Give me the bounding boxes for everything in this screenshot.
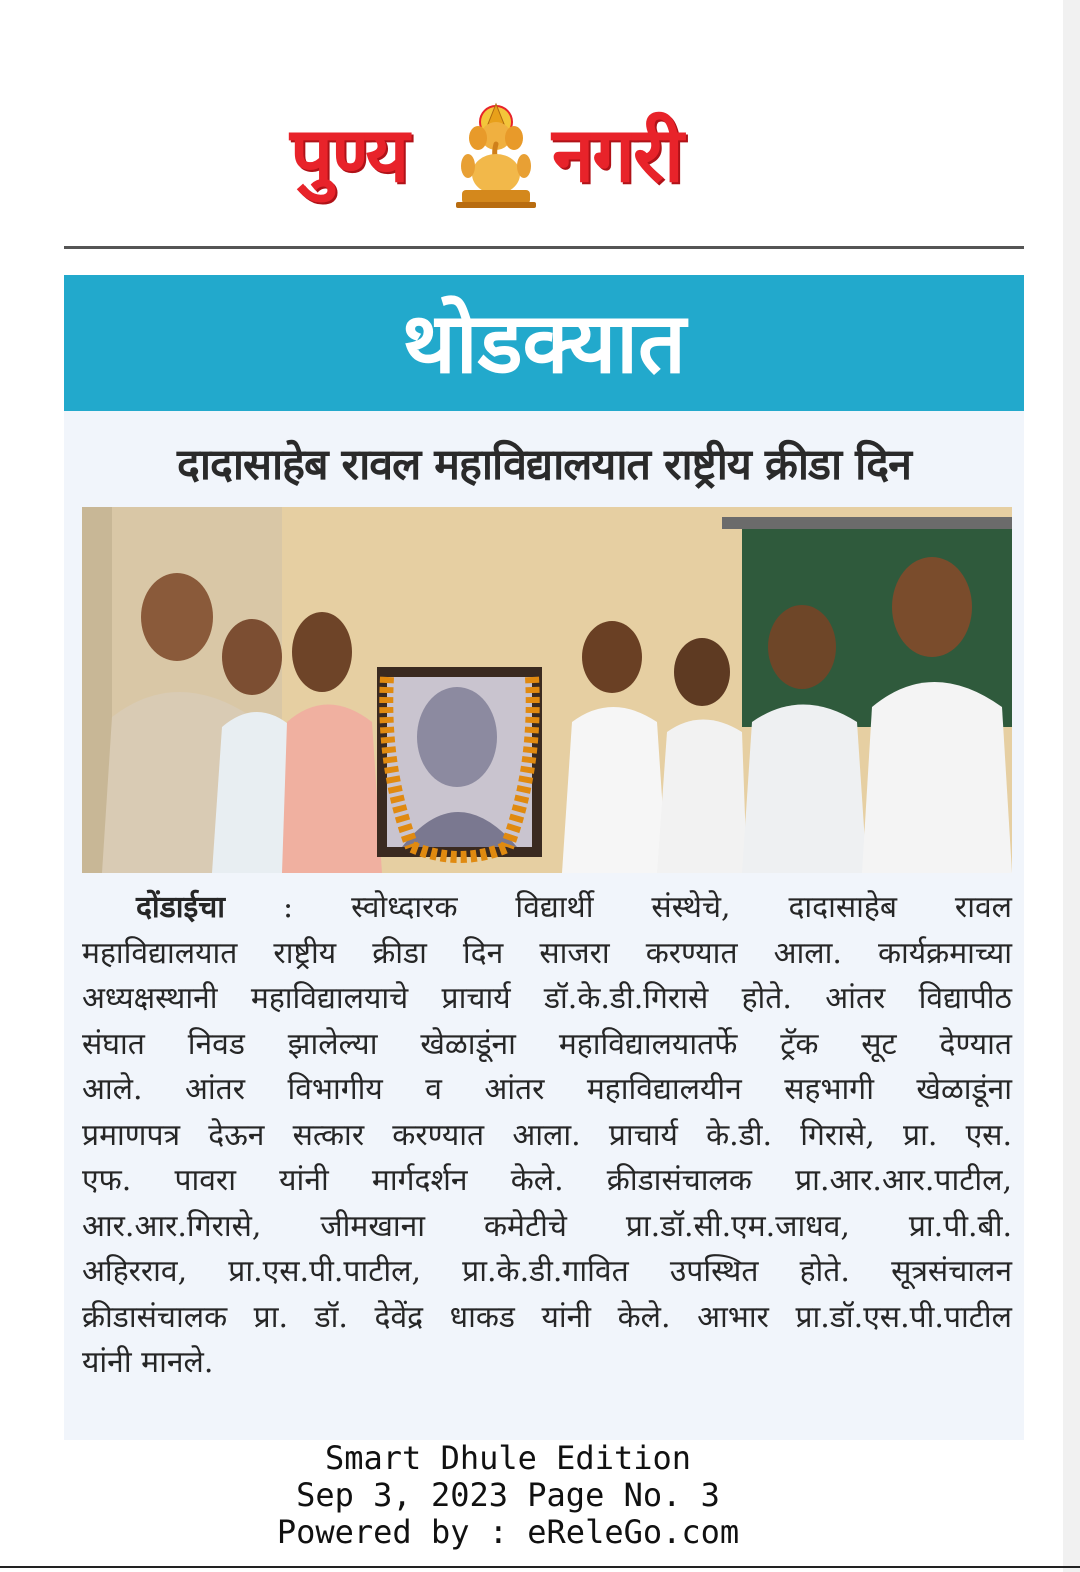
body-line: प्रमाणपत्र देऊन सत्कार करण्यात आला. प्राचार्य के.डी. गिरासे, प्रा. एस. [82, 1117, 1012, 1153]
body-line: यांनी मानले. [82, 1345, 214, 1380]
section-banner [64, 275, 1024, 411]
ganesha-icon [448, 100, 544, 210]
body-line: आले. आंतर विभागीय व आंतर महाविद्यालयीन सहभागी खेळाडूंना [82, 1072, 1012, 1107]
bottom-rule [0, 1566, 1080, 1568]
powered-by-link[interactable]: Powered by : eReleGo.com [276, 1513, 740, 1551]
article-headline: दादासाहेब रावल महाविद्यालयात राष्ट्रीय क्रीडा दिन [177, 440, 911, 490]
body-line: एफ. पावरा यांनी मार्गदर्शन केले. क्रीडासंचालक प्रा.आर.आर.पाटील, [82, 1163, 1012, 1198]
edition-name: Smart Dhule Edition [324, 1439, 692, 1477]
article-clipping [64, 275, 1024, 1440]
body-line: अध्यक्षस्थानी महाविद्यालयाचे प्राचार्य डॉ.के.डी.गिरासे होते. आंतर विद्यापीठ [82, 981, 1012, 1016]
section-banner-title: थोडक्यात [402, 294, 686, 392]
masthead-rule [64, 246, 1024, 249]
masthead-word-left: पुण्य [290, 110, 408, 199]
group-photo [82, 507, 1012, 873]
edition-date-page: Sep 3, 2023 Page No. 3 [296, 1476, 720, 1514]
body-line: अहिरराव, प्रा.एस.पी.पाटील, प्रा.के.डी.गावित उपस्थित होते. सूत्रसंचालन [82, 1254, 1012, 1289]
body-line: महाविद्यालयात राष्ट्रीय क्रीडा दिन साजरा करण्यात आला. कार्यक्रमाच्या [82, 935, 1012, 971]
dateline: दोंडाईचा [136, 890, 226, 925]
body-line: क्रीडासंचालक प्रा. डॉ. देवेंद्र धाकड यांनी केले. आभार प्रा.डॉ.एस.पी.पाटील [82, 1299, 1012, 1335]
edition-footer [0, 1440, 1016, 1551]
page-margin-shade [1063, 0, 1080, 1572]
newspaper-masthead [290, 95, 730, 220]
masthead-word-right: नगरी [552, 110, 682, 199]
article-body [82, 885, 1012, 1386]
body-line [82, 885, 1012, 931]
body-line-text: : स्वोध्दारक विद्यार्थी संस्थेचे, दादासाहेब रावल [283, 890, 1012, 925]
body-line: संघात निवड झालेल्या खेळाडूंना महाविद्यालयातर्फे ट्रॅक सूट देण्यात [82, 1026, 1012, 1062]
body-line: आर.आर.गिरासे, जीमखाना कमेटीचे प्रा.डॉ.सी.एम.जाधव, प्रा.पी.बी. [82, 1208, 1012, 1244]
